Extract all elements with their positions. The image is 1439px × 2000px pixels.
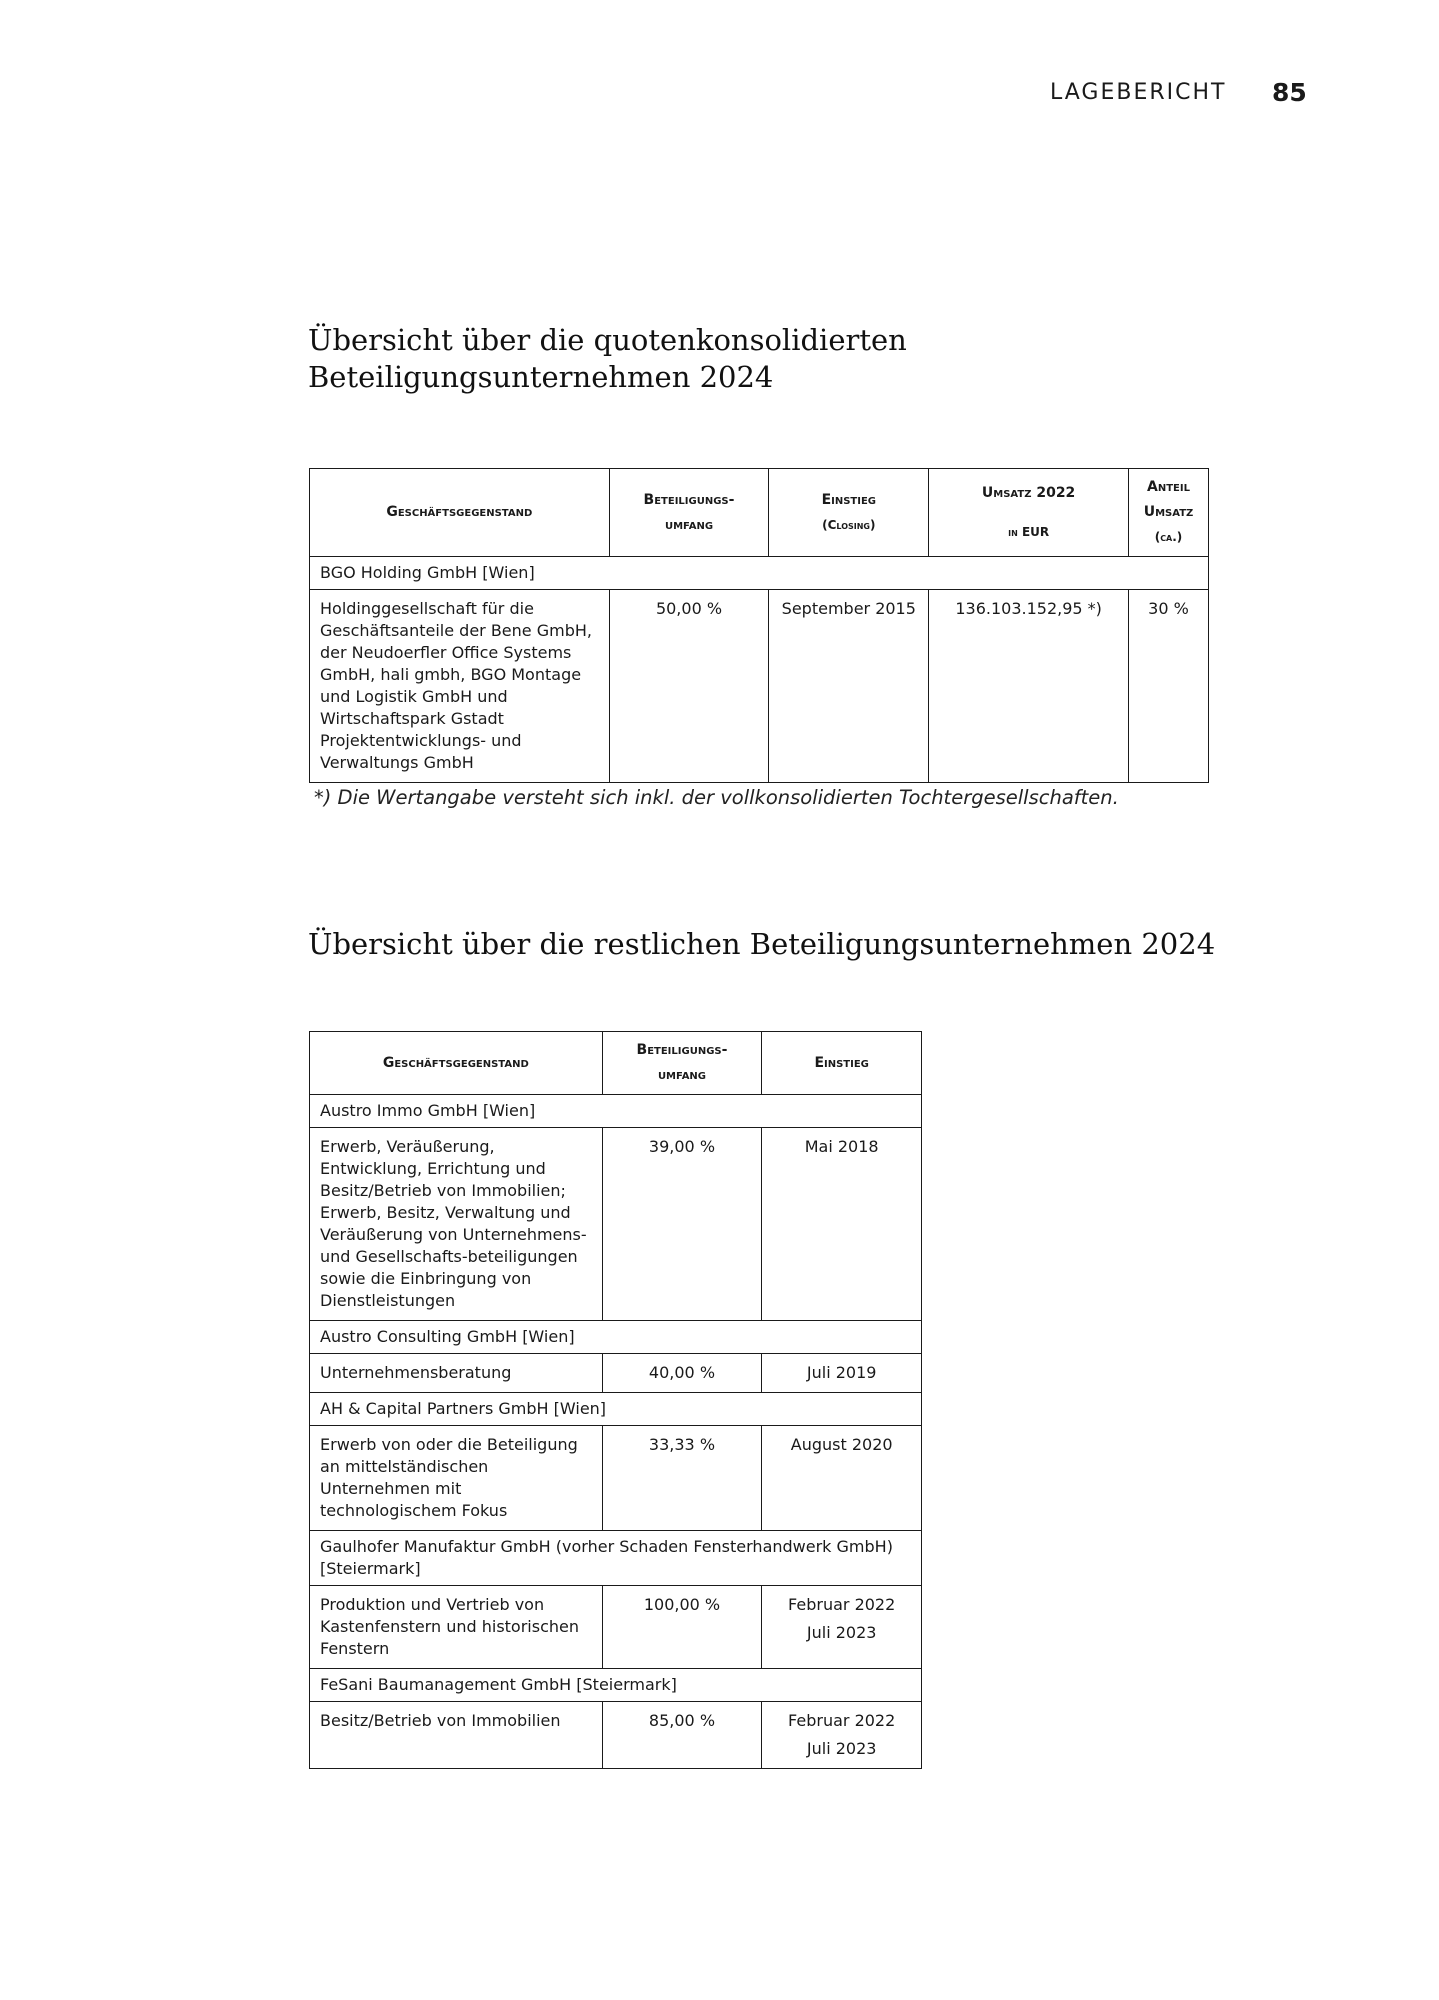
company-location: [Wien] xyxy=(553,1399,607,1418)
company-name: BGO Holding GmbH xyxy=(320,563,478,582)
table-row xyxy=(310,590,1209,783)
company-cell xyxy=(310,1669,922,1702)
table-row xyxy=(310,1426,922,1531)
company-location: [Wien] xyxy=(482,1101,536,1120)
table-row xyxy=(310,1354,922,1393)
company-location: [Wien] xyxy=(482,563,535,582)
einstieg-cell xyxy=(762,1702,922,1769)
header-umfang-line2: umfang xyxy=(664,516,714,533)
description-cell: Holdinggesellschaft für die Geschäftsanteile der Bene GmbH, der Neudoerfler Office Systems GmbH, hali gmbh, BGO Montage und Logistik GmbH und Wirtschaftspark Gstadt Projektentwicklungs- und Verwaltungs GmbH xyxy=(310,590,610,783)
table-row xyxy=(310,1586,922,1669)
company-row xyxy=(310,1669,922,1702)
company-cell xyxy=(310,1531,922,1586)
company-name: FeSani Baumanagement GmbH xyxy=(320,1675,572,1694)
einstieg-cell: September 2015 xyxy=(769,590,929,783)
umfang-cell: 50,00 % xyxy=(609,590,769,783)
table-restliche xyxy=(309,1031,922,1769)
einstieg-cell: Mai 2018 xyxy=(762,1128,922,1321)
header-umsatz-line1: Umsatz 2022 xyxy=(981,484,1076,501)
header-umsatz-line2: in EUR xyxy=(1008,524,1050,539)
header-umfang xyxy=(609,469,769,557)
header-umfang-line2: umfang xyxy=(657,1067,707,1083)
umfang-cell: 100,00 % xyxy=(602,1586,762,1669)
company-name: Austro Immo GmbH xyxy=(320,1101,478,1120)
anteil-cell: 30 % xyxy=(1129,590,1209,783)
company-cell xyxy=(310,1321,922,1354)
header-umsatz xyxy=(929,469,1129,557)
header-anteil xyxy=(1129,469,1209,557)
table-row xyxy=(310,1128,922,1321)
company-name: AH & Capital Partners GmbH xyxy=(320,1399,549,1418)
title-line-2: Beteiligungsunternehmen 2024 xyxy=(308,360,774,394)
header-umfang-line1: Beteiligungs- xyxy=(643,491,735,508)
header-gegenstand: Geschäftsgegenstand xyxy=(310,469,610,557)
header-anteil-line3: (ca.) xyxy=(1154,530,1183,544)
company-location: [Wien] xyxy=(522,1327,575,1346)
umfang-cell: 85,00 % xyxy=(602,1702,762,1769)
umsatz-cell: 136.103.152,95 *) xyxy=(929,590,1129,783)
description-cell: Erwerb von oder die Beteiligung an mittelständischen Unternehmen mit technologischem Fokus xyxy=(310,1426,603,1531)
running-header-section: LAGEBERICHT xyxy=(1050,80,1227,105)
company-cell xyxy=(310,1393,922,1426)
company-location: [Steiermark] xyxy=(576,1675,677,1694)
company-cell xyxy=(310,1095,922,1128)
header-umfang-line1: Beteiligungs- xyxy=(636,1042,728,1058)
header-gegenstand: Geschäftsgegenstand xyxy=(310,1032,603,1095)
umfang-cell: 39,00 % xyxy=(602,1128,762,1321)
company-row xyxy=(310,1531,922,1586)
company-cell xyxy=(310,557,1209,590)
table-header-row xyxy=(310,1032,922,1095)
header-einstieg-line1: Einstieg xyxy=(821,491,877,508)
header-einstieg xyxy=(769,469,929,557)
table-row xyxy=(310,1702,922,1769)
company-name: Gaulhofer Manufaktur GmbH xyxy=(320,1537,551,1556)
description-cell: Unternehmensberatung xyxy=(310,1354,603,1393)
company-row xyxy=(310,1095,922,1128)
header-einstieg-line2: (Closing) xyxy=(822,517,876,532)
section-title-quotenkonsolidiert xyxy=(308,322,1108,396)
einstieg-date-2: Juli 2023 xyxy=(806,1739,877,1758)
einstieg-cell xyxy=(762,1586,922,1669)
header-anteil-line1: Anteil xyxy=(1147,479,1190,495)
title-line-1: Übersicht über die quotenkonsolidierten xyxy=(308,323,907,357)
company-name: Austro Consulting GmbH xyxy=(320,1327,518,1346)
table-header-row xyxy=(310,469,1209,557)
einstieg-cell: August 2020 xyxy=(762,1426,922,1531)
description-cell: Besitz/Betrieb von Immobilien xyxy=(310,1702,603,1769)
einstieg-date-1: Februar 2022 xyxy=(788,1711,896,1730)
table-quotenkonsolidiert xyxy=(309,468,1209,783)
company-row xyxy=(310,557,1209,590)
einstieg-date-2: Juli 2023 xyxy=(806,1623,877,1642)
company-location: (vorher Schaden Fensterhandwerk GmbH) [Steiermark] xyxy=(320,1537,893,1578)
description-cell: Erwerb, Veräußerung, Entwicklung, Errichtung und Besitz/Betrieb von Immobilien; Erwerb, Besitz, Verwaltung und Veräußerung von Unternehmens- und Gesellschafts-beteiligungen sowie die Einbringung von Dienstleistungen xyxy=(310,1128,603,1321)
footnote: *) Die Wertangabe versteht sich inkl. der vollkonsolidierten Tochtergesellschaften. xyxy=(314,786,1119,809)
header-einstieg: Einstieg xyxy=(762,1032,922,1095)
description-cell: Produktion und Vertrieb von Kastenfenstern und historischen Fenstern xyxy=(310,1586,603,1669)
page-number: 85 xyxy=(1272,78,1307,107)
einstieg-date-1: Februar 2022 xyxy=(788,1595,896,1614)
company-row xyxy=(310,1393,922,1426)
umfang-cell: 40,00 % xyxy=(602,1354,762,1393)
section-title-restliche: Übersicht über die restlichen Beteiligungsunternehmen 2024 xyxy=(308,927,1216,961)
einstieg-cell: Juli 2019 xyxy=(762,1354,922,1393)
company-row xyxy=(310,1321,922,1354)
header-umfang xyxy=(602,1032,762,1095)
umfang-cell: 33,33 % xyxy=(602,1426,762,1531)
header-anteil-line2: Umsatz xyxy=(1143,504,1194,520)
